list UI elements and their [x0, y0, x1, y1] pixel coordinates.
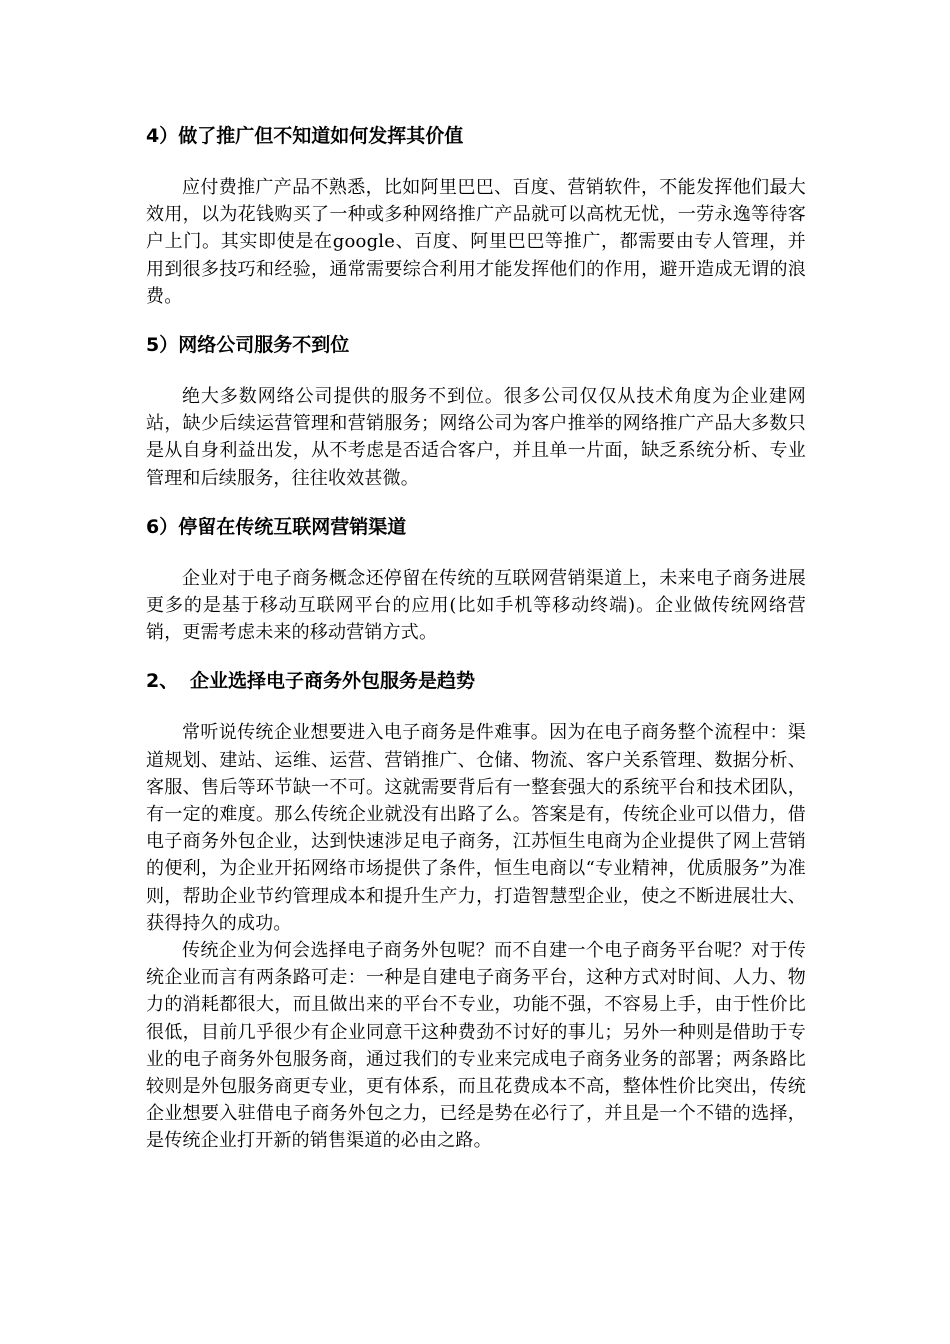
section-heading-4: 4）做了推广但不知道如何发挥其价值 — [146, 125, 464, 147]
section-heading-2 — [146, 667, 806, 695]
section-heading-text: 企业选择电子商务外包服务是趋势 — [190, 670, 476, 693]
section-heading-5: 5）网络公司服务不到位 — [146, 334, 350, 357]
section-4-paragraph: 应付费推广产品不熟悉，比如阿里巴巴、百度、营销软件，不能发挥他们最大效用，以为花钱购买了一种或多种网络推广产品就可以高枕无忧，一劳永逸等待客户上门。其实即使是在google、百度、阿里巴巴等推广，都需要由专人管理，并用到很多技巧和经验，通常需要综合利用才能发挥他们的作用，避开造成无谓的浪费。 — [146, 177, 806, 307]
section-2-paragraph-2: 传统企业为何会选择电子商务外包呢？而不自建一个电子商务平台呢？对于传统企业而言有两条路可走：一种是自建电子商务平台，这种方式对时间、人力、物力的消耗都很大，而且做出来的平台不专业，功能不强，不容易上手，由于性价比很低，目前几乎很少有企业同意干这种费劲不讨好的事儿；另外一种则是借助于专业的电子商务外包服务商，通过我们的专业来完成电子商务业务的部署；两条路比较则是外包服务商更专业，更有体系，而且花费成本不高，整体性价比突出，传统企业想要入驻借电子商务外包之力，已经是势在必行了，并且是一个不错的选择，是传统企业打开新的销售渠道的必由之路。 — [146, 940, 806, 1152]
section-heading-6: 6）停留在传统互联网营销渠道 — [146, 515, 407, 538]
document-body — [146, 122, 806, 1155]
section-6-paragraph: 企业对于电子商务概念还停留在传统的互联网营销渠道上，未来电子商务进展更多的是基于移动互联网平台的应用(比如手机等移动终端)。企业做传统网络营销，更需考虑未来的移动营销方式。 — [146, 567, 806, 644]
section-heading-number: 2、 — [146, 670, 179, 693]
section-5-paragraph: 绝大多数网络公司提供的服务不到位。很多公司仅仅从技术角度为企业建网站，缺少后续运营管理和营销服务；网络公司为客户推举的网络推广产品大多数只是从自身利益出发，从不考虑是否适合客户，并且单一片面，缺乏系统分析、专业管理和后续服务，往往收效甚微。 — [146, 386, 806, 489]
section-2-paragraph-1: 常听说传统企业想要进入电子商务是件难事。因为在电子商务整个流程中：渠道规划、建站、运维、运营、营销推广、仓储、物流、客户关系管理、数据分析、客服、售后等环节缺一不可。这就需要背后有一整套强大的系统平台和技术团队，有一定的难度。那么传统企业就没有出路了么。答案是有，传统企业可以借力，借电子商务外包企业，达到快速涉足电子商务，江苏恒生电商为企业提供了网上营销的便利，为企业开拓网络市场提供了条件，恒生电商以“专业精神，优质服务”为准则，帮助企业节约管理成本和提升生产力，打造智慧型企业，使之不断进展壮大、获得持久的成功。 — [146, 722, 806, 934]
